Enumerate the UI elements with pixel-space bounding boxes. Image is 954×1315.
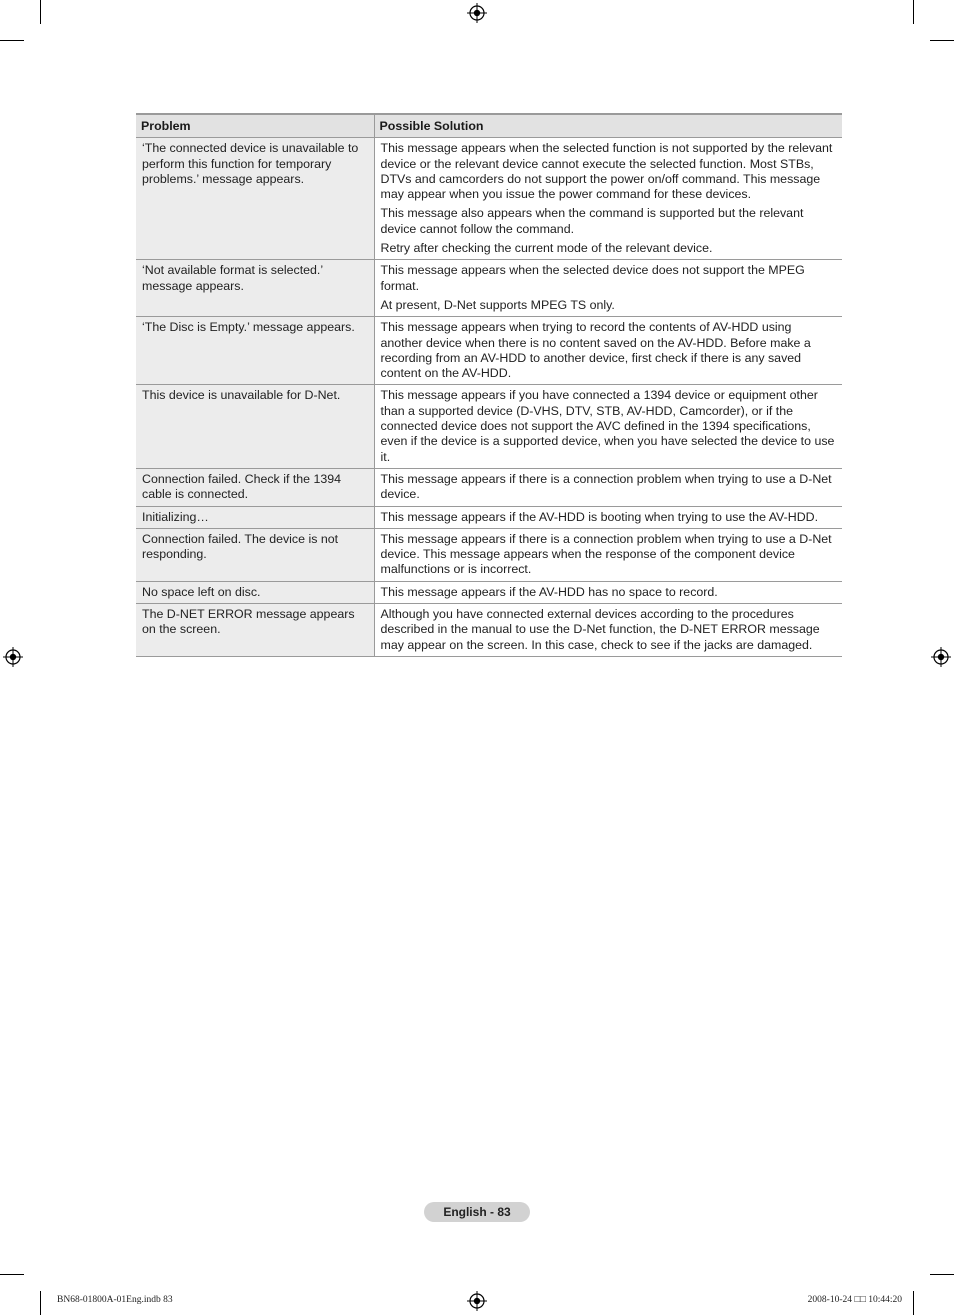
solution-paragraph: This message appears if the AV-HDD has no space to record. [380,584,718,599]
solution-cell [374,581,842,603]
table-body [136,138,842,657]
page-number-label: English - 83 [443,1205,511,1219]
solution-paragraph: This message appears when trying to record the contents of AV-HDD using another device when there is no content saved on the AV-HDD. Before make a recording from an AV-HDD to another device, first check if there is any saved content on the AV-HDD. [380,320,811,381]
problem-cell: ‘The Disc is Empty.’ message appears. [136,317,374,385]
solution-cell [374,260,842,317]
solution-paragraph: This message appears if the AV-HDD is booting when trying to use the AV-HDD. [380,509,819,524]
problem-cell: ‘The connected device is unavailable to perform this function for temporary problems.’ message appears. [136,138,374,260]
solution-paragraph: This message appears if you have connected a 1394 device or equipment other than a supported device (D-VHS, DTV, STB, AV-HDD, Camcorder), or if the connected device does not support the AVC defined in the 1394 specifications, even if the device is a supported device, when you have selected the device to use it. [380,388,835,464]
crop-mark [930,1274,954,1275]
table-header-row [136,114,842,138]
crop-mark [40,1291,41,1315]
crop-mark [913,0,914,24]
crop-mark [930,40,954,41]
problem-cell: Connection failed. Check if the 1394 cable is connected. [136,468,374,506]
registration-mark-icon [931,647,951,667]
table-row [136,138,842,260]
problem-cell: ‘Not available format is selected.’ message appears. [136,260,374,317]
solution-paragraph: This message appears when the selected device does not support the MPEG format. [380,263,805,293]
table-row [136,260,842,317]
column-header-solution: Possible Solution [374,114,842,138]
solution-cell [374,528,842,581]
solution-cell [374,138,842,260]
problem-cell: No space left on disc. [136,581,374,603]
solution-paragraph: Retry after checking the current mode of the relevant device. [380,241,713,256]
registration-mark-icon [467,3,487,23]
problem-cell: The D-NET ERROR message appears on the screen. [136,604,374,657]
solution-paragraph: This message appears when the selected function is not supported by the relevant device or the relevant device cannot execute the selected function. Most STBs, DTVs and camcorders do not support the power on/off command. This message may appear when you issue the power command for these devices. [380,141,833,202]
problem-cell: Connection failed. The device is not responding. [136,528,374,581]
solution-cell [374,317,842,385]
date-slug: 2008-10-24 □□ 10:44:20 [807,1295,902,1305]
registration-mark-icon [467,1291,487,1311]
troubleshooting-table-wrap [136,113,842,657]
solution-paragraph: This message appears if there is a connection problem when trying to use a D-Net device. This message appears when the response of the component device malfunctions or is incorrect. [380,531,832,577]
solution-paragraph: Although you have connected external devices according to the procedures described in the manual to use the D-Net function, the D-NET ERROR message may appear on the screen. In this case, check to see if the jacks are damaged. [380,607,820,652]
solution-paragraph: This message appears if there is a connection problem when trying to use a D-Net device. [380,471,832,502]
file-slug: BN68-01800A-01Eng.indb 83 [57,1295,173,1305]
table-row [136,506,842,528]
registration-mark-icon [3,647,23,667]
column-header-problem: Problem [136,114,374,138]
solution-cell [374,506,842,528]
problem-cell: Initializing… [136,506,374,528]
table-row [136,317,842,385]
problem-cell: This device is unavailable for D-Net. [136,385,374,468]
solution-cell [374,604,842,657]
crop-mark [40,0,41,24]
page-number-badge [424,1202,530,1222]
table-row [136,528,842,581]
solution-cell [374,468,842,506]
table-row [136,468,842,506]
crop-mark [0,40,24,41]
crop-mark [0,1274,24,1275]
solution-paragraph: At present, D-Net supports MPEG TS only. [380,297,615,312]
table-row [136,604,842,657]
table-row [136,385,842,468]
table-row [136,581,842,603]
troubleshooting-table [136,113,842,657]
solution-paragraph: This message also appears when the command is supported but the relevant device cannot follow the command. [380,206,804,236]
crop-mark [913,1291,914,1315]
solution-cell [374,385,842,468]
